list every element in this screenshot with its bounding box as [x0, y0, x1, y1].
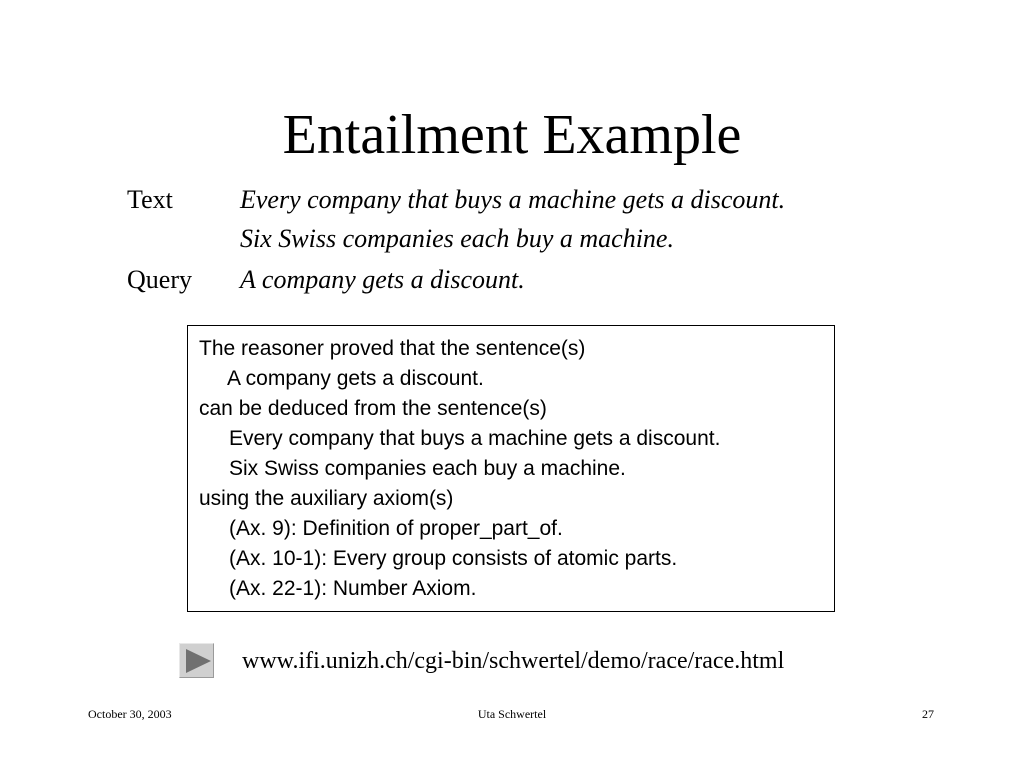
text-label: Text: [127, 185, 173, 214]
result-line-query: A company gets a discount.: [227, 367, 484, 390]
result-line-axiom-2: (Ax. 10-1): Every group consists of atomic parts.: [229, 547, 678, 570]
query-label: Query: [127, 265, 192, 294]
footer-author: Uta Schwertel: [477, 707, 547, 721]
demo-link[interactable]: www.ifi.unizh.ch/cgi-bin/schwertel/demo/race/race.html: [242, 648, 785, 674]
footer-page-number: 27: [922, 707, 934, 721]
result-line-premise-2: Six Swiss companies each buy a machine.: [229, 457, 626, 480]
result-line-premise-1: Every company that buys a machine gets a discount.: [229, 427, 721, 450]
query-sentence: A company gets a discount.: [240, 265, 525, 294]
query-row: [0, 264, 1024, 296]
play-button[interactable]: [179, 643, 214, 678]
result-line-axiom-3: (Ax. 22-1): Number Axiom.: [229, 577, 477, 600]
result-line-axiom-1: (Ax. 9): Definition of proper_part_of.: [229, 517, 563, 540]
play-icon: [180, 644, 215, 679]
result-line-axioms-intro: using the auxiliary axiom(s): [199, 487, 454, 510]
text-row: [0, 184, 1024, 216]
result-line-deduced: can be deduced from the sentence(s): [199, 397, 547, 420]
text-sentence-2: Six Swiss companies each buy a machine.: [240, 224, 674, 253]
reasoner-result-box: [187, 325, 835, 612]
slide-title: Entailment Example: [282, 104, 742, 166]
text-row-2: [0, 223, 1024, 255]
footer-date: October 30, 2003: [88, 707, 172, 721]
result-line-intro: The reasoner proved that the sentence(s): [199, 337, 586, 360]
text-sentence-1: Every company that buys a machine gets a discount.: [240, 185, 786, 214]
